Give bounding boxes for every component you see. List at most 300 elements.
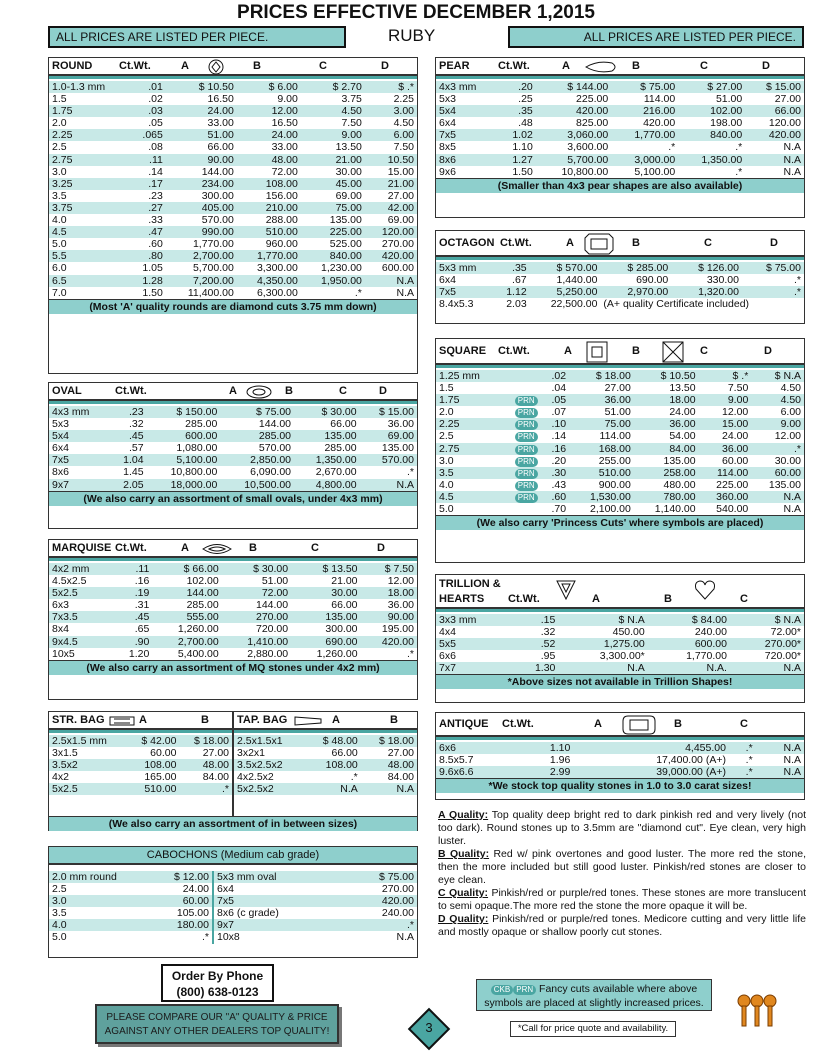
price-cell: 15.00: [699, 418, 752, 430]
table-row: [49, 166, 417, 178]
table-row: [214, 895, 417, 907]
size-cell: 3.5: [49, 190, 130, 202]
price-cell: N.A: [756, 742, 804, 754]
princess-gem-icon: [662, 341, 684, 363]
price-cell: [501, 479, 541, 491]
price-cell: 690.00: [291, 636, 360, 648]
col-b: B: [632, 60, 640, 72]
price-cell: 144.00: [166, 166, 237, 178]
size-cell: 5x3 mm oval: [214, 871, 341, 883]
price-cell: 720.00: [222, 623, 291, 635]
prn-badge: PRN: [515, 432, 538, 442]
price-cell: 21.00: [365, 178, 417, 190]
col-d: D: [762, 60, 770, 72]
price-cell: 198.00: [678, 117, 745, 129]
col-a: A: [181, 60, 189, 72]
col-d: D: [379, 385, 387, 397]
size-cell: 8x4: [49, 623, 113, 635]
table-row: [49, 250, 417, 262]
price-cell: 12.00: [237, 105, 301, 117]
price-cell: 18.00: [634, 394, 699, 406]
col-shape: ROUND: [52, 60, 93, 72]
price-cell: .67: [494, 274, 529, 286]
price-cell: $ 30.00: [294, 406, 360, 418]
size-cell: 5x2.5x2: [234, 783, 305, 795]
size-cell: 5.0: [49, 238, 130, 250]
price-cell: 21.00: [301, 154, 365, 166]
size-cell: 3x2x1: [234, 747, 305, 759]
size-cell: 4.5x2.5: [49, 575, 113, 587]
price-cell: 42.00: [365, 202, 417, 214]
col-shape: OCTAGON: [439, 237, 495, 249]
price-cell: $ 15.00: [745, 81, 804, 93]
price-cell: 24.00: [634, 406, 699, 418]
price-cell: $ 6.00: [237, 81, 301, 93]
price-cell: 60.00: [127, 747, 180, 759]
table-row: [234, 783, 417, 795]
price-cell: 825.00: [536, 117, 611, 129]
price-cell: .19: [113, 587, 152, 599]
price-cell: 900.00: [569, 479, 634, 491]
table-row: [49, 454, 417, 466]
price-cell: 300.00: [291, 623, 360, 635]
price-cell: 16.50: [166, 93, 237, 105]
price-cell: 102.00: [152, 575, 221, 587]
size-cell: 3.5x2: [49, 759, 127, 771]
col-b: B: [632, 237, 640, 249]
price-cell: 2,880.00: [222, 648, 291, 660]
price-cell: 2.25: [365, 93, 417, 105]
price-cell: 330.00: [671, 274, 742, 286]
prn-badge: PRN: [515, 420, 538, 430]
baguette-table: [48, 711, 418, 831]
price-cell: 13.50: [301, 141, 365, 153]
antique-rows: [436, 742, 804, 778]
size-cell: 3.0: [49, 895, 152, 907]
table-row: [49, 883, 212, 895]
price-cell: 3,060.00: [536, 129, 611, 141]
square-header: [436, 339, 804, 365]
oval-header: [49, 383, 417, 401]
size-cell: 1.75: [49, 105, 130, 117]
prn-badge: PRN: [513, 985, 536, 995]
price-cell: 480.00: [634, 479, 699, 491]
ckb-badge: CKB: [491, 985, 513, 995]
price-cell: $ 12.00: [152, 871, 212, 883]
price-cell: 285.00: [152, 599, 221, 611]
price-cell: $ 75.00: [611, 81, 678, 93]
price-cell: 1.50: [130, 287, 166, 299]
col-shape: OVAL: [52, 385, 82, 397]
price-cell: .*: [360, 466, 417, 478]
order-by-phone: [161, 964, 274, 1002]
col-ctwt: Ct.Wt.: [119, 60, 151, 72]
table-row: [436, 766, 804, 778]
price-cell: .47: [130, 226, 166, 238]
price-cell: .*: [678, 141, 745, 153]
price-cell: 60.00: [699, 455, 752, 467]
round-header: [49, 58, 417, 76]
price-cell: 180.00: [152, 919, 212, 931]
col-a: A: [332, 714, 340, 726]
price-cell: 4.50: [365, 117, 417, 129]
price-cell: 102.00: [678, 105, 745, 117]
size-cell: 8x6 (c grade): [214, 907, 341, 919]
price-cell: 2.99: [519, 766, 573, 778]
left-banner: ALL PRICES ARE LISTED PER PIECE.: [48, 26, 346, 48]
price-cell: 1,440.00: [530, 274, 601, 286]
price-cell: 7.50: [699, 382, 752, 394]
price-cell: .17: [130, 178, 166, 190]
price-cell: 3.00: [365, 105, 417, 117]
tapered-baguette-icon: [294, 716, 322, 726]
table-row: [436, 430, 804, 442]
price-cell: [501, 370, 541, 382]
price-cell: 6,090.00: [220, 466, 294, 478]
table-row: [214, 931, 417, 943]
price-cell: 114.00: [699, 467, 752, 479]
table-row: [436, 298, 804, 310]
table-row: [49, 406, 417, 418]
price-cell: $ 75.00: [220, 406, 294, 418]
pear-footnote: (Smaller than 4x3 pear shapes are also available): [436, 178, 804, 193]
size-cell: 5.0: [49, 931, 152, 943]
price-cell: 210.00: [237, 202, 301, 214]
price-cell: 33.00: [166, 117, 237, 129]
size-cell: 2.75: [436, 443, 501, 455]
price-cell: .*: [729, 742, 756, 754]
size-cell: 4.5: [49, 226, 130, 238]
price-cell: 36.00: [361, 599, 417, 611]
trillion-rows: [436, 614, 804, 674]
table-row: [436, 418, 804, 430]
size-cell: 3.0: [436, 455, 501, 467]
price-cell: .31: [113, 599, 152, 611]
price-cell: [501, 382, 541, 394]
price-cell: .32: [110, 418, 147, 430]
size-cell: 4x2.5x2: [234, 771, 305, 783]
price-cell: 570.00: [166, 214, 237, 226]
octagon-gem-icon: [584, 233, 614, 255]
price-cell: 27.00: [361, 747, 417, 759]
baguette-icon: [109, 716, 135, 726]
price-cell: 3,300.00*: [558, 650, 647, 662]
pear-header: [436, 58, 804, 76]
price-cell: 990.00: [166, 226, 237, 238]
table-row: [436, 626, 804, 638]
price-cell: .57: [110, 442, 147, 454]
size-cell: 6x4: [436, 117, 498, 129]
size-cell: 5x4: [49, 430, 110, 442]
size-cell: 7x3.5: [49, 611, 113, 623]
price-cell: 2,670.00: [294, 466, 360, 478]
price-cell: 22,500.00: [530, 298, 601, 310]
price-cell: .35: [494, 262, 529, 274]
price-cell: 258.00: [634, 467, 699, 479]
price-cell: 1,770.00: [237, 250, 301, 262]
quality-text: Pinkish/red or purple/red tones. Medicore cutting and very little life and mostly opaque or shallow poorly cut stones.: [438, 913, 807, 938]
price-cell: 510.00: [127, 783, 180, 795]
order-label: Order By Phone: [171, 969, 264, 983]
price-cell: .48: [498, 117, 536, 129]
price-cell: 225.00: [536, 93, 611, 105]
price-cell: 12.00: [361, 575, 417, 587]
price-cell: 168.00: [569, 443, 634, 455]
col-a: A: [564, 345, 572, 357]
col-d: D: [377, 542, 385, 554]
price-cell: 1,350.00: [678, 154, 745, 166]
price-cell: .*: [678, 166, 745, 178]
price-cell: 84.00: [634, 443, 699, 455]
col-ctwt: Ct.Wt.: [498, 60, 530, 72]
table-row: [214, 871, 417, 883]
price-cell: N.A: [751, 491, 804, 503]
price-cell: 10,800.00: [536, 166, 611, 178]
price-cell: .*: [742, 274, 804, 286]
price-cell: 69.00: [301, 190, 365, 202]
antique-table: [435, 712, 805, 800]
price-cell: .03: [130, 105, 166, 117]
price-cell: 39,000.00 (A+): [573, 766, 729, 778]
price-cell: 75.00: [569, 418, 634, 430]
price-cell: .08: [130, 141, 166, 153]
table-row: [49, 575, 417, 587]
price-cell: 72.00: [237, 166, 301, 178]
size-cell: 3x3 mm: [436, 614, 512, 626]
size-cell: 1.0-1.3 mm: [49, 81, 130, 93]
price-cell: 108.00: [127, 759, 180, 771]
price-cell: 135.00: [291, 611, 360, 623]
price-cell: 285.00: [147, 418, 221, 430]
price-cell: 11,400.00: [166, 287, 237, 299]
size-cell: 2.0: [49, 117, 130, 129]
price-cell: .43: [541, 479, 569, 491]
price-cell: .95: [512, 650, 558, 662]
quality-label: D Quality:: [438, 913, 489, 925]
price-cell: 36.00: [699, 443, 752, 455]
quality-text: Red w/ pink overtones and good luster. The more red the stone, then the more included but still good luster. Pinkish/red stones are closer to eye clean.: [438, 848, 806, 886]
price-cell: 3,300.00: [237, 262, 301, 274]
antique-footnote: *We stock top quality stones in 1.0 to 3.0 carat sizes!: [436, 778, 804, 793]
price-cell: 4,350.00: [237, 275, 301, 287]
table-row: [234, 771, 417, 783]
price-cell: 1.04: [110, 454, 147, 466]
price-cell: 84.00: [361, 771, 417, 783]
size-cell: 2.75: [49, 154, 130, 166]
price-cell: 75.00: [301, 202, 365, 214]
price-cell: $ 75.00: [742, 262, 804, 274]
price-cell: 255.00: [569, 455, 634, 467]
table-row: [214, 883, 417, 895]
size-cell: 1.75: [436, 394, 501, 406]
price-cell: N.A: [365, 287, 417, 299]
price-cell: 24.00: [237, 129, 301, 141]
quality-d: [438, 913, 806, 939]
price-cell: 144.00: [220, 418, 294, 430]
price-cell: 285.00: [294, 442, 360, 454]
col-a: A: [566, 237, 574, 249]
table-row: [49, 287, 417, 299]
price-cell: 120.00: [745, 117, 804, 129]
price-cell: 27.00: [745, 93, 804, 105]
page-number: 3: [425, 1020, 433, 1035]
price-cell: 5,700.00: [536, 154, 611, 166]
price-cell: 270.00: [341, 883, 418, 895]
price-cell: 69.00: [360, 430, 417, 442]
price-cell: 165.00: [127, 771, 180, 783]
table-row: [436, 479, 804, 491]
col-a: A: [594, 718, 602, 730]
price-cell: [501, 491, 541, 503]
price-cell: 840.00: [678, 129, 745, 141]
price-cell: 1,770.00: [611, 129, 678, 141]
size-cell: 5x3: [49, 418, 110, 430]
price-cell: 540.00: [699, 503, 752, 515]
tapered-baguette: [234, 712, 417, 816]
size-cell: 9x7: [214, 919, 341, 931]
price-cell: .01: [130, 81, 166, 93]
price-cell: $ 18.00: [179, 735, 232, 747]
price-cell: 4,800.00: [294, 479, 360, 491]
price-cell: 156.00: [237, 190, 301, 202]
size-cell: 5.5: [49, 250, 130, 262]
price-cell: 420.00: [341, 895, 418, 907]
oval-gem-icon: [245, 385, 273, 399]
table-row: [49, 636, 417, 648]
price-cell: .02: [130, 93, 166, 105]
price-cell: 7.50: [365, 141, 417, 153]
price-cell: 1,080.00: [147, 442, 221, 454]
oval-footnote: (We also carry an assortment of small ovals, under 4x3 mm): [49, 491, 417, 506]
price-cell: 510.00: [569, 467, 634, 479]
price-cell: 9.00: [699, 394, 752, 406]
col-a: A: [181, 542, 189, 554]
price-cell: 54.00: [634, 430, 699, 442]
table-row: [436, 274, 804, 286]
size-cell: 4x2 mm: [49, 563, 113, 575]
price-cell: $ 10.50: [634, 370, 699, 382]
price-cell: $ 2.70: [301, 81, 365, 93]
col-ctwt: Ct.Wt.: [498, 345, 530, 357]
price-cell: 420.00: [745, 129, 804, 141]
col-shape: SQUARE: [439, 345, 487, 357]
price-cell: N.A: [751, 503, 804, 515]
call-note: *Call for price quote and availability.: [510, 1021, 676, 1037]
price-cell: 10.50: [365, 154, 417, 166]
col-a: A: [562, 60, 570, 72]
price-cell: N.A: [745, 166, 804, 178]
price-cell: .11: [130, 154, 166, 166]
price-cell: 9.00: [751, 418, 804, 430]
price-cell: 1.30: [512, 662, 558, 674]
table-row: [436, 503, 804, 515]
col-b: B: [201, 714, 209, 726]
size-cell: 2.5x1.5 mm: [49, 735, 127, 747]
price-cell: 6,300.00: [237, 287, 301, 299]
price-cell: .*: [729, 766, 756, 778]
size-cell: 7x7: [436, 662, 512, 674]
table-row: [49, 747, 232, 759]
price-cell: [501, 467, 541, 479]
price-cell: 1,770.00: [648, 650, 730, 662]
table-row: [436, 141, 804, 153]
price-cell: 225.00: [301, 226, 365, 238]
price-cell: 420.00: [536, 105, 611, 117]
size-cell: 3x1.5: [49, 747, 127, 759]
col-ctwt: Ct.Wt.: [115, 385, 147, 397]
table-row: [49, 238, 417, 250]
fancy-cuts-note: [476, 979, 712, 1011]
price-cell: .05: [130, 117, 166, 129]
table-row: [49, 871, 212, 883]
tapbag-rows: [234, 735, 417, 795]
col-shape: ANTIQUE: [439, 718, 489, 730]
quality-a: [438, 809, 806, 848]
price-cell: 5,100.00: [611, 166, 678, 178]
table-row: [436, 154, 804, 166]
price-cell: 450.00: [558, 626, 647, 638]
table-row: [436, 406, 804, 418]
table-row: [436, 394, 804, 406]
price-cell: $ 126.00: [671, 262, 742, 274]
table-row: [49, 931, 212, 943]
table-row: [49, 623, 417, 635]
price-cell: 1.12: [494, 286, 529, 298]
marquise-rows: [49, 563, 417, 660]
table-row: [49, 895, 212, 907]
trillion-gem-icon: [556, 579, 576, 601]
prn-badge: PRN: [515, 493, 538, 503]
octagon-header: [436, 231, 804, 257]
price-cell: 30.00: [751, 455, 804, 467]
price-cell: $ 150.00: [147, 406, 221, 418]
price-cell: 36.00: [569, 394, 634, 406]
price-cell: (A+ quality Certificate included): [600, 298, 804, 310]
price-cell: 105.00: [152, 907, 212, 919]
price-cell: N.A: [305, 783, 361, 795]
price-cell: 1,530.00: [569, 491, 634, 503]
col-shape: PEAR: [439, 60, 470, 72]
price-cell: .52: [512, 638, 558, 650]
size-cell: 4.0: [49, 919, 152, 931]
col-b: B: [285, 385, 293, 397]
price-cell: $ 285.00: [600, 262, 671, 274]
price-cell: N.A: [745, 141, 804, 153]
strbag-header: [49, 712, 232, 730]
price-cell: .70: [541, 503, 569, 515]
size-cell: 9x4.5: [49, 636, 113, 648]
size-cell: 7x5: [436, 286, 494, 298]
phone-number[interactable]: (800) 638-0123: [176, 985, 259, 999]
price-cell: 195.00: [361, 623, 417, 635]
price-cell: 17,400.00 (A+): [573, 754, 729, 766]
table-row: [49, 202, 417, 214]
price-cell: 144.00: [152, 587, 221, 599]
size-cell: 2.5: [49, 883, 152, 895]
price-cell: 1,260.00: [291, 648, 360, 660]
price-cell: 780.00: [634, 491, 699, 503]
price-cell: 270.00: [365, 238, 417, 250]
price-cell: 120.00: [365, 226, 417, 238]
square-rows: [436, 370, 804, 515]
price-cell: 2,100.00: [569, 503, 634, 515]
quality-descriptions: [438, 809, 806, 939]
col-a: A: [229, 385, 237, 397]
table-row: [49, 783, 232, 795]
price-cell: 4.50: [301, 105, 365, 117]
price-cell: 840.00: [301, 250, 365, 262]
table-row: [436, 491, 804, 503]
